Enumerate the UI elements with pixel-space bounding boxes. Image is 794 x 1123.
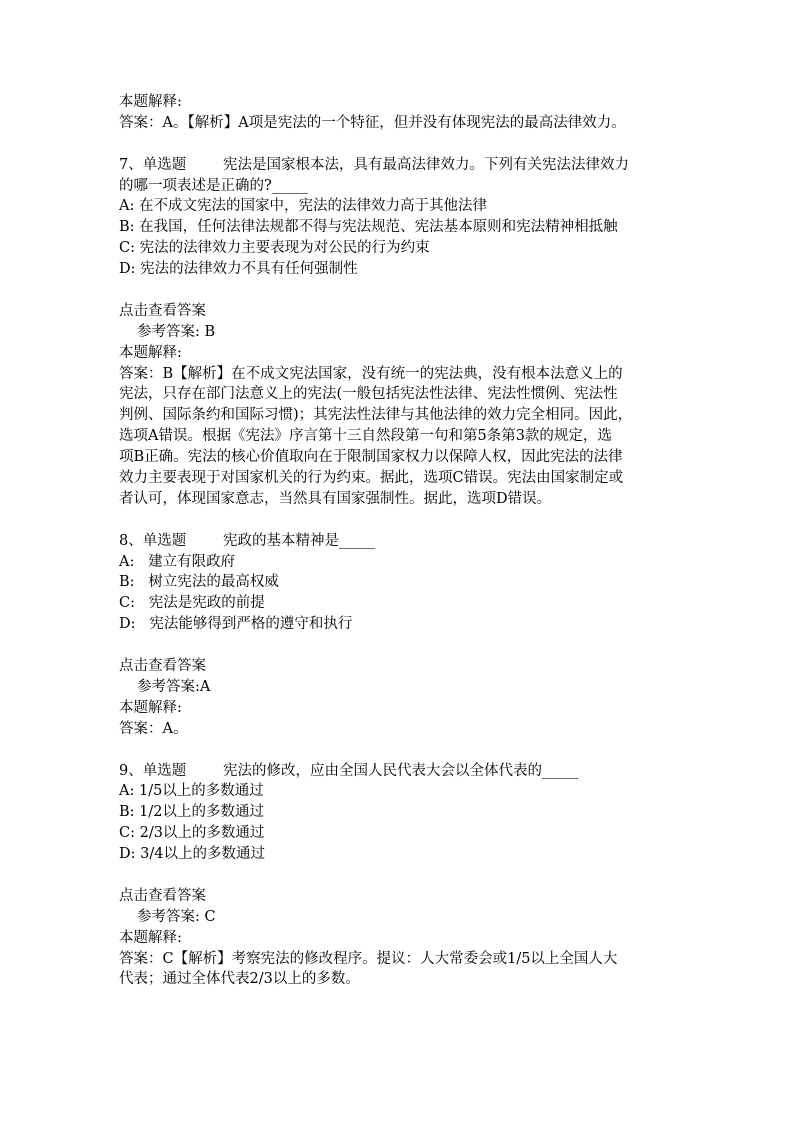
reference-answer: 参考答案:A [137,678,211,695]
option-d: D: 3/4以上的多数通过 [119,846,265,863]
question-stem-line [119,531,689,552]
option-c: C: 宪法是宪政的前提 [119,595,265,612]
reference-answer: 参考答案: B [137,323,216,340]
reference-answer: 参考答案: C [137,908,216,925]
option-c: C: 2/3以上的多数通过 [119,825,265,842]
explain-line: 效力主要表现于对国家机关的行为约束。据此，选项C错误。宪法由国家制定或 [119,470,624,487]
question-7 [119,155,689,510]
explain-label: 本题解释: [119,344,182,361]
explain-line: 判例、国际条约和国际习惯)；其宪法性法律与其他法律的效力完全相同。因此， [119,407,633,424]
explain-line: 者认可，体现国家意志，当然具有国家强制性。据此，选项D错误。 [119,490,552,507]
question-stem-line-2: 的哪一项表述是正确的?_____ [119,177,309,194]
explain-line: 答案：A。 [119,720,188,737]
document-page [119,92,689,990]
option-d: D: 宪法的法律效力不具有任何强制性 [119,261,358,278]
explain-line: 代表；通过全体代表2/3以上的多数。 [119,971,360,988]
view-answer-link[interactable]: 点击查看答案 [119,658,206,675]
question-label: 8、单选题 [119,532,187,549]
explain-label: 本题解释: [119,699,182,716]
option-b: B: 在我国，任何法律法规都不得与宪法规范、宪法基本原则和宪法精神相抵触 [119,219,618,236]
option-a: A: 建立有限政府 [119,553,236,570]
explain-line: 答案：B【解析】在不成文宪法国家，没有统一的宪法典，没有根本法意义上的 [119,365,623,382]
explain-line: 项B正确。宪法的核心价值取向在于限制国家权力以保障人权，因此宪法的法律 [119,449,623,466]
option-b: B: 树立宪法的最高权威 [119,574,279,591]
explain-line: 答案：C【解析】考察宪法的修改程序。提议：人大常委会或1/5以上全国人大 [119,950,618,967]
question-stem-line [119,155,689,176]
prev-explain-label: 本题解释: [119,94,182,110]
question-8 [119,531,689,740]
option-d: D: 宪法能够得到严格的遵守和执行 [119,616,353,633]
option-c: C: 宪法的法律效力主要表现为对公民的行为约束 [119,240,430,257]
explain-line: 选项A错误。根据《宪法》序言第十三自然段第一句和第5条第3款的规定，选 [119,428,612,445]
question-label: 9、单选题 [119,762,187,779]
prev-answer-line: 答案：A。【解析】A项是宪法的一个特征，但并没有体现宪法的最高法律效力。 [119,114,626,131]
question-label: 7、单选题 [119,156,187,173]
option-a: A: 在不成文宪法的国家中，宪法的法律效力高于其他法律 [119,198,487,215]
explain-label: 本题解释: [119,929,182,946]
explain-line: 宪法，只存在部门法意义上的宪法(一般包括宪法性法律、宪法性惯例、宪法性 [119,386,618,403]
question-stem: 宪法是国家根本法，具有最高法律效力。下列有关宪法法律效力 [223,156,629,173]
question-9 [119,761,689,991]
view-answer-link[interactable]: 点击查看答案 [119,887,206,904]
view-answer-link[interactable]: 点击查看答案 [119,302,206,319]
option-b: B: 1/2以上的多数通过 [119,804,264,821]
question-stem: 宪法的修改，应由全国人民代表大会以全体代表的_____ [223,762,579,779]
question-stem: 宪政的基本精神是_____ [223,532,376,549]
question-stem-line [119,761,689,782]
option-a: A: 1/5以上的多数通过 [119,783,264,800]
